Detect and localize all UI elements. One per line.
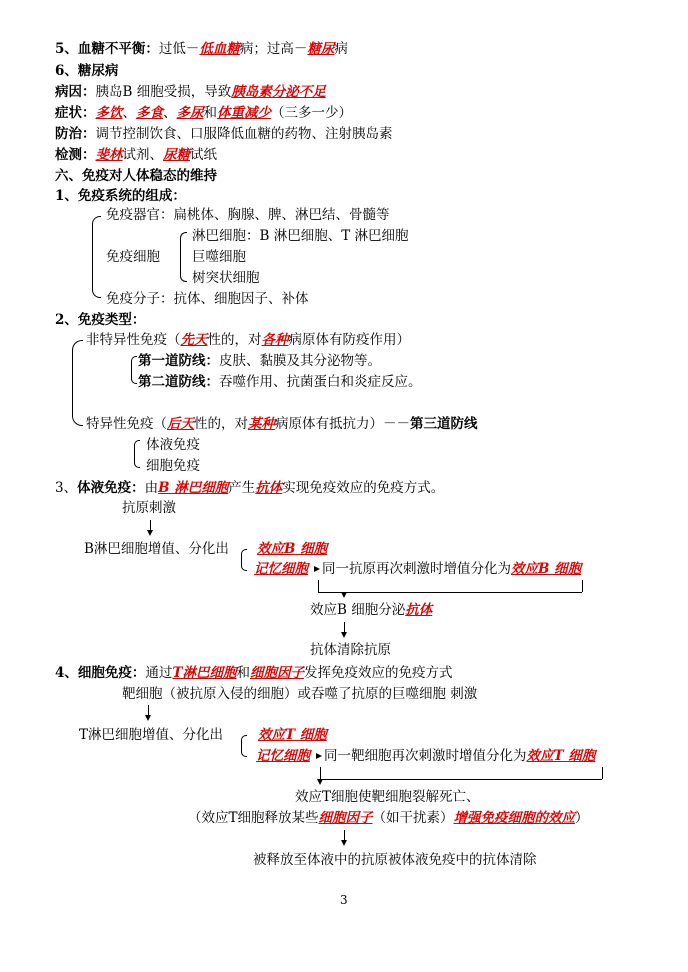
text: 效应B 细胞分泌 <box>310 602 406 618</box>
key-term: 斐林 <box>95 147 123 163</box>
arrow-line <box>318 580 319 592</box>
brace <box>241 549 247 571</box>
arrow-head <box>316 753 322 759</box>
humoral-heading-line <box>55 479 444 498</box>
cellular-immunity: 细胞免疫 <box>146 458 200 474</box>
key-term: 抗体 <box>405 602 433 618</box>
number: 3、 <box>55 480 78 496</box>
text: 病 <box>334 41 348 57</box>
memory-cell: 记忆细胞 <box>256 748 310 764</box>
specific-immunity <box>86 415 478 434</box>
key-term: 各种 <box>261 332 289 348</box>
first-line-defense <box>138 352 381 371</box>
heading: 4、细胞免疫： <box>55 665 146 681</box>
text: 发挥免疫效应的免疫方式 <box>303 665 453 681</box>
second-line-defense <box>138 373 422 392</box>
cytokine-release <box>188 809 589 828</box>
humoral-immunity: 体液免疫 <box>146 437 200 453</box>
key-term: 效应T 细胞 <box>526 748 596 764</box>
text: 和 <box>236 665 250 681</box>
cause-line <box>55 83 326 102</box>
key-term: 多饮 <box>95 105 123 121</box>
key-term: 糖尿 <box>307 41 335 57</box>
arrow-head <box>341 840 347 846</box>
key-term: 抗体 <box>255 480 283 496</box>
brace <box>92 216 101 298</box>
key-term: 某种 <box>248 416 275 432</box>
types-heading: 2、免疫类型： <box>55 312 146 328</box>
restimulation <box>324 747 595 766</box>
text: （三多一少） <box>271 105 352 121</box>
text: 胰岛B 细胞受损，导致 <box>95 84 232 100</box>
page-number: 3 <box>340 893 348 907</box>
heading: 体液免疫： <box>77 480 145 496</box>
arrow-head <box>341 592 347 598</box>
connector <box>318 592 582 593</box>
text: 试剂、 <box>122 147 163 163</box>
text: 病原体有抵抗力）－－ <box>275 416 410 432</box>
heading: 防治： <box>55 126 96 142</box>
final-clearance: 被释放至体液中的抗原被体液免疫中的抗体清除 <box>253 852 537 868</box>
heading: 检测： <box>55 147 96 163</box>
key-term: B 淋巴细胞 <box>158 480 229 496</box>
text: 由 <box>144 480 159 496</box>
restimulation <box>322 560 581 579</box>
section-heading: 六、免疫对人体稳态的维持 <box>55 168 217 184</box>
prevention-line <box>55 125 393 144</box>
key-term: 胰岛素分泌不足 <box>231 84 326 100</box>
composition-heading: 1、免疫系统的组成： <box>55 188 186 204</box>
arrow-line <box>602 767 603 779</box>
key-term: 先天 <box>180 332 208 348</box>
dendritic-cell: 树突状细胞 <box>192 270 260 286</box>
text: 过低－ <box>158 41 200 57</box>
target-lysis: 效应T细胞使靶细胞裂解死亡、 <box>295 789 480 805</box>
key-term: 多食 <box>136 105 163 121</box>
blood-sugar-line <box>55 40 348 59</box>
text: ） <box>575 810 589 826</box>
immune-organs: 免疫器官：扁桃体、胸腺、脾、淋巴结、骨髓等 <box>106 207 390 223</box>
detection-line <box>55 146 217 165</box>
b-cell-proliferation: B淋巴细胞增值、分化出 <box>84 541 229 557</box>
key-term: 多尿 <box>176 105 204 121</box>
antigen-clearance: 抗体清除抗原 <box>310 642 391 658</box>
t-cell-proliferation: T淋巴细胞增值、分化出 <box>79 727 224 743</box>
arrow-line <box>320 767 321 779</box>
brace <box>131 356 137 384</box>
key-term: 尿糖 <box>163 147 190 163</box>
text: 、 <box>122 105 136 121</box>
brace <box>72 340 83 426</box>
text: 通过 <box>145 665 173 681</box>
text: 皮肤、黏膜及其分泌物等。 <box>219 353 381 369</box>
arrow-head <box>145 715 151 721</box>
text: 、 <box>163 105 177 121</box>
key-term: 细胞因子 <box>249 665 304 681</box>
text: （如干扰素） <box>372 810 454 826</box>
text: 性的，对 <box>194 416 248 432</box>
effector-t-cell: 效应T 细胞 <box>258 727 327 743</box>
b-cell-secretion <box>310 601 432 620</box>
key-term: 后天 <box>167 416 194 432</box>
cellular-heading-line <box>55 664 452 683</box>
heading: 第二道防线： <box>138 374 219 390</box>
antigen-stimulus: 抗原刺激 <box>122 500 176 516</box>
key-term: 增强免疫细胞的效应 <box>453 810 576 826</box>
text: 非特异性免疫（ <box>86 332 181 348</box>
text: （效应T细胞释放某些 <box>188 810 319 826</box>
immune-cells: 免疫细胞 <box>106 249 160 265</box>
effector-b-cell: 效应B 细胞 <box>257 541 328 557</box>
key-term: 低血糖 <box>199 41 240 57</box>
text: 同一靶细胞再次刺激时增值分化为 <box>324 748 527 764</box>
text: 吞噬作用、抗菌蛋白和炎症反应。 <box>219 374 422 390</box>
key-term: 细胞因子 <box>318 810 373 826</box>
arrow-head <box>147 530 153 536</box>
text: 实现免疫效应的免疫方式。 <box>282 480 445 496</box>
heading: 5、血糖不平衡： <box>55 41 159 57</box>
text: 性的，对 <box>207 332 262 348</box>
target-cell: 靶细胞（被抗原入侵的细胞）或吞噬了抗原的巨噬细胞 刺激 <box>122 686 478 702</box>
brace <box>241 735 247 757</box>
key-term: T淋巴细胞 <box>172 665 237 681</box>
arrow-line <box>582 580 583 592</box>
brace <box>180 232 187 282</box>
text: 特异性免疫（ <box>86 416 167 432</box>
macrophage: 巨噬细胞 <box>192 249 246 265</box>
key-term: 体重减少 <box>217 105 271 121</box>
key-term: 效应B 细胞 <box>511 561 582 577</box>
heading: 病因： <box>55 84 96 100</box>
connector <box>320 779 602 780</box>
third-line: 第三道防线 <box>410 416 478 432</box>
immune-molecules: 免疫分子：抗体、细胞因子、补体 <box>106 291 309 307</box>
diabetes-heading: 6、糖尿病 <box>55 63 119 79</box>
lymphocyte: 淋巴细胞：B 淋巴细胞、T 淋巴细胞 <box>192 228 409 244</box>
brace <box>134 440 140 468</box>
heading: 第一道防线： <box>138 353 219 369</box>
text: 试纸 <box>190 147 217 163</box>
arrow-head <box>314 566 320 572</box>
text: 和 <box>203 105 217 121</box>
arrow-head <box>317 779 323 785</box>
arrow-head <box>341 632 347 638</box>
heading: 症状： <box>55 105 96 121</box>
text: 产生 <box>228 480 256 496</box>
text: 同一抗原再次刺激时增值分化为 <box>322 561 511 577</box>
text: 调节控制饮食、口服降低血糖的药物、注射胰岛素 <box>95 126 393 142</box>
memory-cell: 记忆细胞 <box>254 561 308 577</box>
nonspecific-immunity <box>86 331 410 350</box>
text: 病原体有防疫作用） <box>288 332 410 348</box>
text: 病；过高－ <box>239 41 308 57</box>
symptom-line <box>55 104 352 123</box>
